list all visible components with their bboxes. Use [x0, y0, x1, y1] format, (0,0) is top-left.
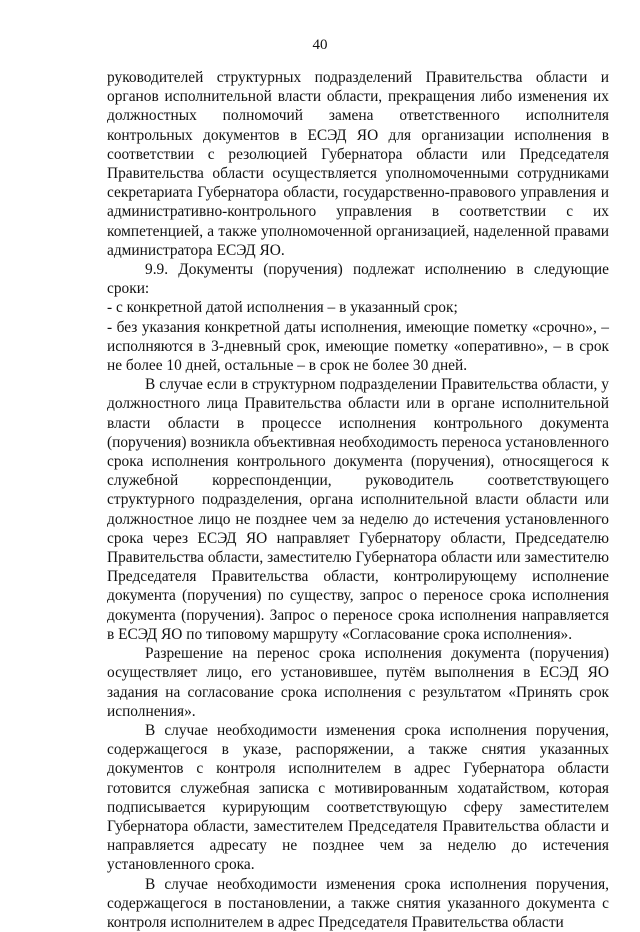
- list-item: - без указания конкретной даты исполнения, имеющие пометку «срочно», – исполняются в 3-дневный срок, имеющие пометку «оперативно», – в срок не более 10 дней, остальные – в срок не более 30 дней.: [107, 318, 609, 375]
- paragraph: В случае если в структурном подразделении Правительства области, у должностного лица Правительства области или в органе исполнительной власти области в процессе исполнения контрольного документа (поручения) возникла объективная необходимость переноса установленного срока исполнения контрольного документа (поручения), относящегося к служебной корреспонденции, руководитель соответствующего структурного подразделения, органа исполнительной власти области или должностное лицо не позднее чем за неделю до истечения установленного срока через ЕСЭД ЯО направляет Губернатору области, Председателю Правительства области, заместителю Губернатора области или заместителю Председателя Правительства области, контролирующему исполнение документа (поручения) по существу, запрос о переносе срока исполнения документа (поручения). Запрос о переносе срока исполнения направляется в ЕСЭД ЯО по типовому маршруту «Согласование срока исполнения».: [107, 376, 609, 643]
- paragraph: Разрешение на перенос срока исполнения документа (поручения) осуществляет лицо, его установившее, путём выполнения в ЕСЭД ЯО задания на согласование срока исполнения с результатом «Принять срок исполнения».: [107, 645, 609, 720]
- list-item: - с конкретной датой исполнения – в указанный срок;: [107, 299, 458, 317]
- paragraph: В случае необходимости изменения срока исполнения поручения, содержащегося в указе, распоряжении, а также снятия указанных документов с контроля исполнителем в адрес Губернатора области готовится служебная записка с мотивированным ходатайством, которая подписывается курирующим соответствующую сферу заместителем Губернатора области, заместителем Председателя Правительства области и направляется адресату не позднее чем за неделю до истечения установленного срока.: [107, 721, 609, 874]
- paragraph: В случае необходимости изменения срока исполнения поручения, содержащегося в постановлении, а также снятия указанного документа с контроля исполнителем в адрес Председателя Правительства области: [107, 875, 609, 931]
- document-body: [107, 68, 609, 932]
- paragraph: руководителей структурных подразделений Правительства области и органов исполнительной власти области, прекращения либо изменения их должностных полномочий замена ответственного исполнителя контрольных документов в ЕСЭД ЯО для организации исполнения в соответствии с резолюцией Губернатора области или Председателя Правительства области осуществляется уполномоченными сотрудниками секретариата Губернатора области, государственно-правового управления и административно-контрольного управления в соответствии с их компетенцией, а также уполномоченной организацией, наделенной правами администратора ЕСЭД ЯО.: [107, 69, 609, 259]
- page-number: 40: [312, 37, 328, 53]
- section-heading-9-9: 9.9. Документы (поручения) подлежат исполнению в следующие сроки:: [107, 261, 609, 298]
